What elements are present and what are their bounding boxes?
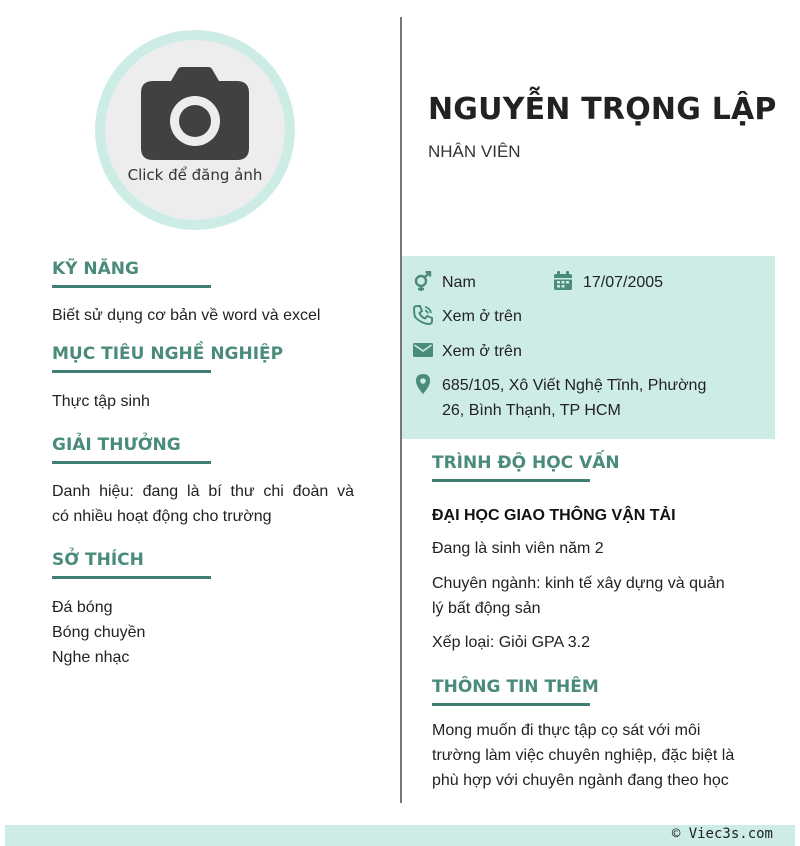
school-name: ĐẠI HỌC GIAO THÔNG VẬN TẢI: [432, 507, 676, 524]
address-line: 26, Bình Thạnh, TP HCM: [442, 402, 621, 419]
camera-icon: [141, 67, 249, 160]
major: [432, 571, 754, 621]
awards-line: Danh hiệu: đang là bí thư chi đoàn và: [52, 483, 354, 500]
candidate-name: NGUYỄN TRỌNG LẬP: [428, 92, 777, 127]
section-underline: [52, 461, 211, 464]
gender-value: Nam: [442, 274, 476, 291]
section-underline: [432, 703, 590, 706]
major-line: lý bất động sản: [432, 600, 541, 617]
candidate-position: NHÂN VIÊN: [428, 142, 521, 161]
skills-section: [52, 259, 354, 328]
address-line: 685/105, Xô Viết Nghệ Tĩnh, Phường: [442, 377, 707, 394]
section-underline: [432, 479, 590, 482]
hobbies-section: [52, 550, 354, 670]
address-value: [442, 373, 706, 423]
phone-value: Xem ở trên: [442, 308, 522, 325]
additional-title: THÔNG TIN THÊM: [432, 677, 599, 697]
hobbies-list: [52, 595, 354, 670]
awards-section: [52, 435, 354, 529]
grade: Xếp loại: Giỏi GPA 3.2: [432, 634, 591, 651]
objective-text: Thực tập sinh: [52, 393, 150, 410]
awards-line: có nhiều hoạt động cho trường: [52, 508, 272, 525]
location-icon: [413, 374, 433, 394]
additional-line: phù hợp với chuyên ngành đang theo học: [432, 772, 729, 789]
objective-section: [52, 344, 354, 414]
birthday-value: 17/07/2005: [583, 274, 664, 291]
section-underline: [52, 285, 211, 288]
email-icon: [413, 340, 433, 360]
footer-bar: [5, 825, 795, 846]
additional-line: Mong muốn đi thực tập cọ sát với môi: [432, 722, 701, 739]
additional-section: [432, 677, 754, 793]
avatar-caption: Click để đăng ảnh: [127, 166, 263, 184]
hobby-item: Bóng chuyền: [52, 624, 146, 641]
section-underline: [52, 370, 211, 373]
skills-text: Biết sử dụng cơ bản về word và excel: [52, 307, 321, 324]
awards-title: GIẢI THƯỞNG: [52, 435, 181, 455]
skills-title: KỸ NĂNG: [52, 259, 139, 279]
email-value: Xem ở trên: [442, 343, 522, 360]
hobby-item: Nghe nhạc: [52, 649, 130, 666]
awards-text: [52, 479, 354, 529]
education-section: [432, 453, 754, 655]
major-line: Chuyên ngành: kinh tế xây dựng và quản: [432, 575, 725, 592]
contact-box: [402, 256, 775, 439]
gender-icon: [413, 271, 433, 291]
hobbies-title: SỞ THÍCH: [52, 550, 144, 570]
additional-line: trường làm việc chuyên nghiệp, đặc biệt là: [432, 747, 735, 764]
hobby-item: Đá bóng: [52, 599, 113, 616]
study-status: Đang là sinh viên năm 2: [432, 540, 604, 557]
objective-title: MỤC TIÊU NGHỀ NGHIỆP: [52, 344, 284, 364]
copyright-text: © Viec3s.com: [671, 826, 773, 842]
avatar-upload[interactable]: [95, 30, 295, 230]
section-underline: [52, 576, 211, 579]
education-title: TRÌNH ĐỘ HỌC VẤN: [432, 453, 620, 473]
calendar-icon: [553, 271, 573, 291]
phone-icon: [413, 305, 433, 325]
additional-text: [432, 718, 754, 793]
